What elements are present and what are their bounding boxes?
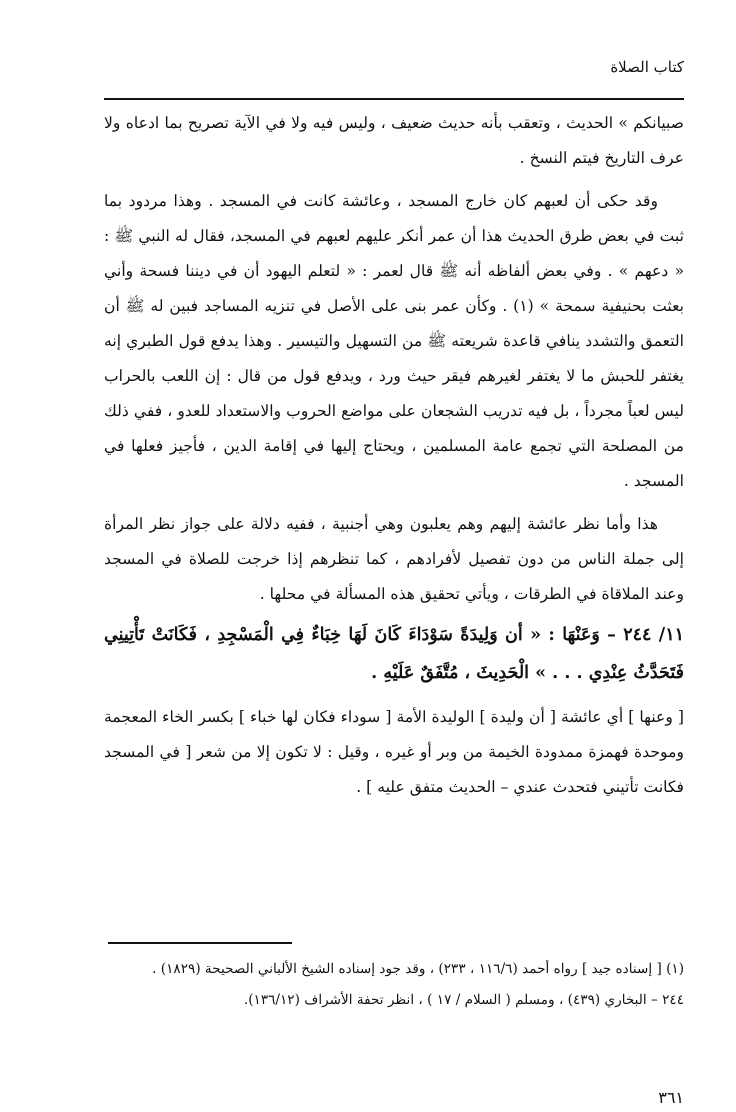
footnotes	[104, 954, 684, 1016]
paragraph-1: صبيانكم » الحديث ، وتعقب بأنه حديث ضعيف ، وليس فيه ولا في الآية تصريح بما ادعاه ولا عرف التاريخ فيتم النسخ .	[104, 114, 684, 167]
footnote-1: (١) [ إسناده جيد ] رواه أحمد (١١٦/٦ ، ٢٣٣) ، وقد جود إسناده الشيخ الألباني الصحيحة (١٨٢٩) .	[152, 961, 684, 977]
footnote-rule	[108, 942, 292, 944]
commentary-paragraph: [ وعنها ] أي عائشة [ أن وليدة ] الوليدة الأمة [ سوداء فكان لها خباء ] بكسر الخاء المعجمة وموحدة فهمزة ممدودة الخيمة من وبر أو غيره ، وقيل : لا تكون إلا من شعر [ في المسجد فكانت تأتيني فتحدث عندي – الحديث متفق عليه ] .	[104, 708, 684, 796]
page-number: ٣٦١	[658, 1088, 684, 1107]
hadith-text: ١١/ ٢٤٤ – وَعَنْهَا : « أن وَلِيدَةً سَوْدَاءَ كَانَ لَهَا خِبَاءٌ فِي الْمَسْجِدِ ، فَكَانَتْ تَأْتِينِي فَتَحَدَّثُ عِنْدِي . . . » الْحَدِيثَ ، مُتَّفَقٌ عَلَيْهِ .	[104, 625, 685, 683]
book-page	[104, 56, 685, 1107]
main-text	[104, 106, 684, 805]
paragraph-2: وقد حكى أن لعبهم كان خارج المسجد ، وعائشة كانت في المسجد . وهذا مردود بما ثبت في بعض طرق الحديث هذا أن عمر أنكر عليهم لعبهم في المسجد، فقال له النبي ﷺ : « دعهم » . وفي بعض ألفاظه أنه ﷺ قال لعمر : « لتعلم اليهود أن في ديننا فسحة وأني بعثت بحنيفية سمحة » (١) . وكأن عمر بنى على الأصل في تنزيه المساجد فبين له ﷺ أن التعمق والتشدد ينافي قاعدة شريعته ﷺ من التسهيل والتيسير . وهذا يدفع قول الطبري إنه يغتفر للحبش ما لا يغتفر لغيرهم فيقر حيث ورد ، ويدفع قول من قال : إن اللعب بالحراب ليس لعباً مجرداً ، بل فيه تدريب الشجعان على مواضع الحروب والاستعداد للعدو ، ففي ذلك من المصلحة التي تجمع عامة المسلمين ، ويحتاج إليها في إقامة الدين ، فأجيز فعلها في المسجد .	[104, 192, 684, 490]
paragraph-3: هذا وأما نظر عائشة إليهم وهم يعلبون وهي أجنبية ، ففيه دلالة على جواز نظر المرأة إلى جملة الناس من دون تفصيل لأفرادهم ، كما تنظرهم إذا خرجت للصلاة في المسجد وعند الملاقاة في الطرقات ، ويأتي تحقيق هذه المسألة في محلها .	[104, 515, 684, 603]
footnote-2: ٢٤٤ – البخاري (٤٣٩) ، ومسلم ( السلام / ١٧ ) ، انظر تحفة الأشراف (١٣٦/١٢).	[243, 992, 684, 1008]
running-title: كتاب الصلاة	[610, 58, 684, 76]
header-rule	[104, 98, 684, 100]
